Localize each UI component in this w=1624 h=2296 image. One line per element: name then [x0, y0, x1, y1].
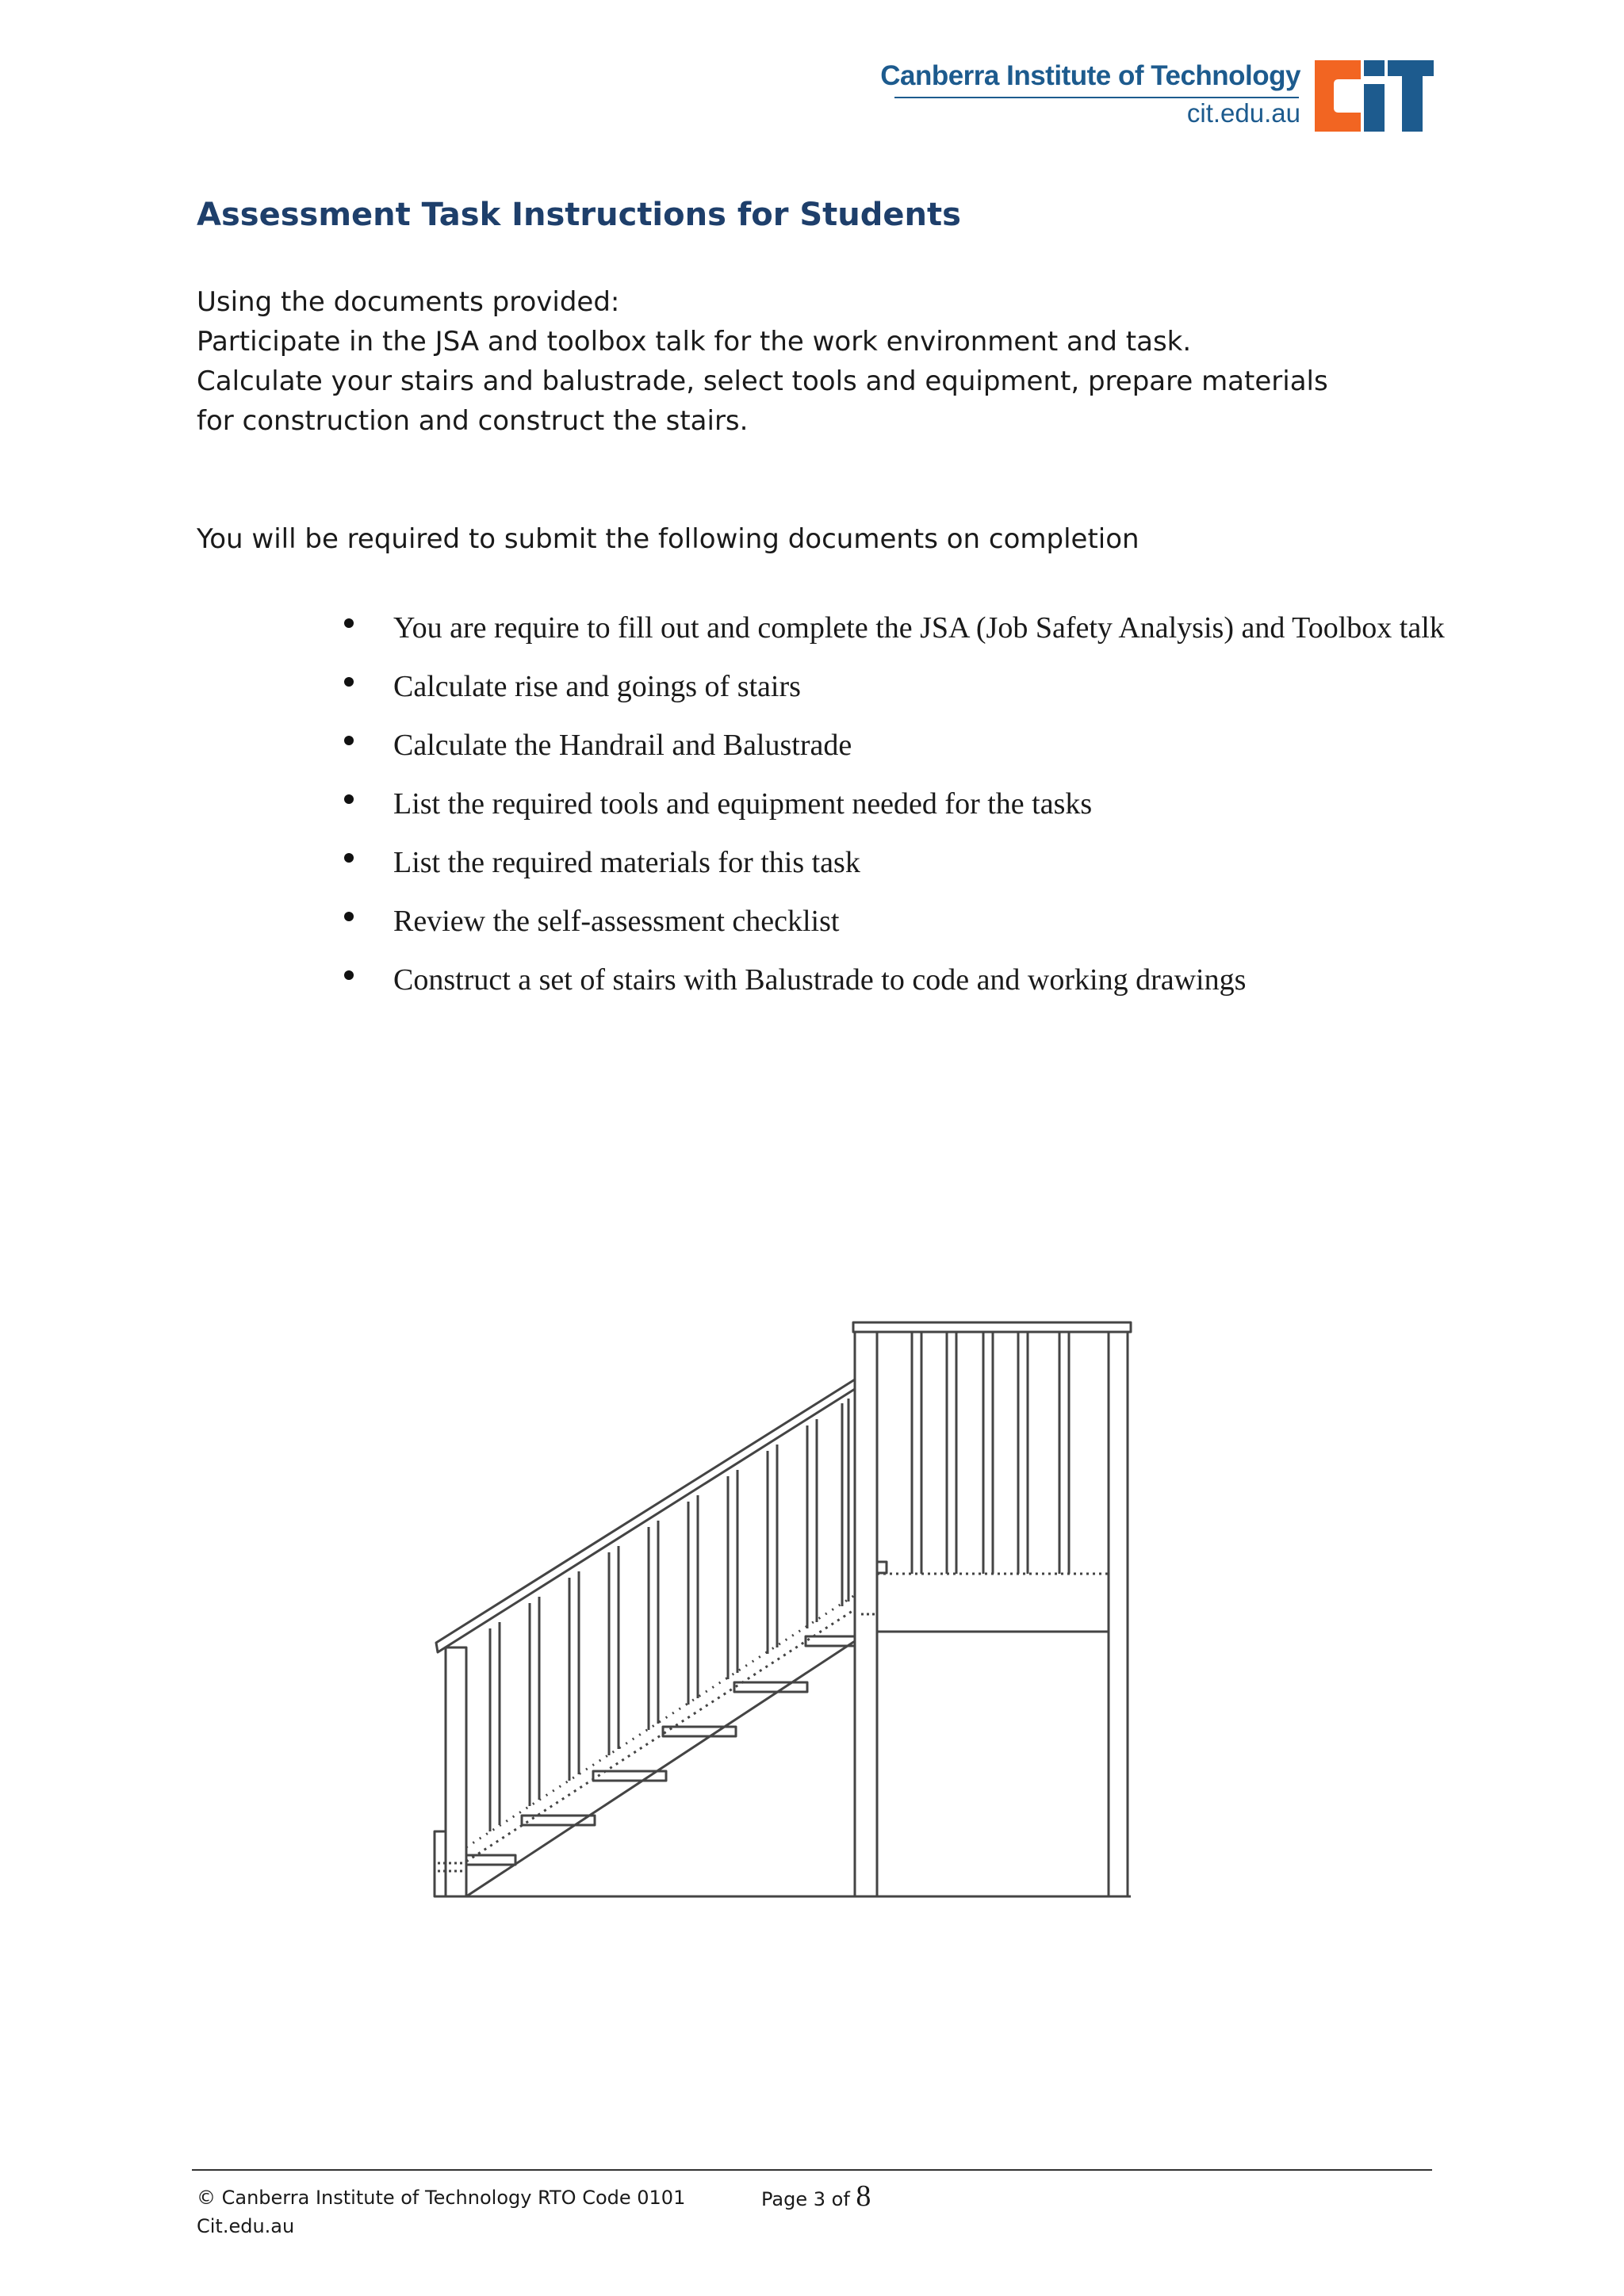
footer-divider — [192, 2169, 1432, 2171]
intro-line: Using the documents provided: — [197, 286, 620, 318]
list-item-text: Calculate the Handrail and Balustrade — [393, 729, 852, 762]
list-item — [341, 658, 1499, 715]
bullet-icon — [344, 618, 354, 628]
list-item — [341, 599, 1499, 656]
list-item-text: You are require to fill out and complete the JSA (Job Safety Analysis) and Toolbox talk — [393, 611, 1445, 645]
intro-paragraph — [197, 282, 1465, 441]
bullet-icon — [344, 912, 354, 921]
institution-name: Canberra Institute of Technology — [880, 60, 1300, 91]
stair-balustrade-drawing-icon — [428, 1300, 1142, 1911]
list-item-text: Construct a set of stairs with Balustrade to code and working drawings — [393, 963, 1247, 997]
bullet-icon — [344, 970, 354, 980]
bullet-icon — [344, 736, 354, 745]
intro-line: Calculate your stairs and balustrade, select tools and equipment, prepare materials — [197, 365, 1328, 397]
page-title: Assessment Task Instructions for Students — [197, 197, 961, 233]
submission-heading: You will be required to submit the following documents on completion — [197, 523, 1139, 555]
list-item — [341, 717, 1499, 774]
list-item — [341, 951, 1499, 1008]
list-item — [341, 893, 1499, 950]
bullet-icon — [344, 677, 354, 687]
cit-logo — [880, 57, 1434, 136]
submission-list — [341, 599, 1499, 1010]
list-item-text: Calculate rise and goings of stairs — [393, 670, 801, 703]
intro-line: Participate in the JSA and toolbox talk for the work environment and task. — [197, 326, 1192, 358]
list-item-text: List the required tools and equipment needed for the tasks — [393, 787, 1093, 821]
list-item-text: List the required materials for this task — [393, 846, 860, 879]
footer-copyright: © Canberra Institute of Technology RTO Code 0101 — [197, 2187, 686, 2209]
list-item — [341, 775, 1499, 832]
intro-line: for construction and construct the stairs. — [197, 405, 749, 437]
bullet-icon — [344, 794, 354, 804]
page-number-prefix: Page 3 of — [761, 2188, 850, 2210]
cit-logo-mark-icon — [1315, 60, 1434, 132]
institution-website: cit.edu.au — [1186, 98, 1300, 128]
footer-info — [197, 2183, 685, 2241]
page-number — [761, 2179, 871, 2214]
footer-site: Cit.edu.au — [197, 2215, 295, 2237]
list-item — [341, 834, 1499, 891]
list-item-text: Review the self-assessment checklist — [393, 905, 840, 938]
page-number-total: 8 — [856, 2179, 871, 2213]
bullet-icon — [344, 853, 354, 863]
